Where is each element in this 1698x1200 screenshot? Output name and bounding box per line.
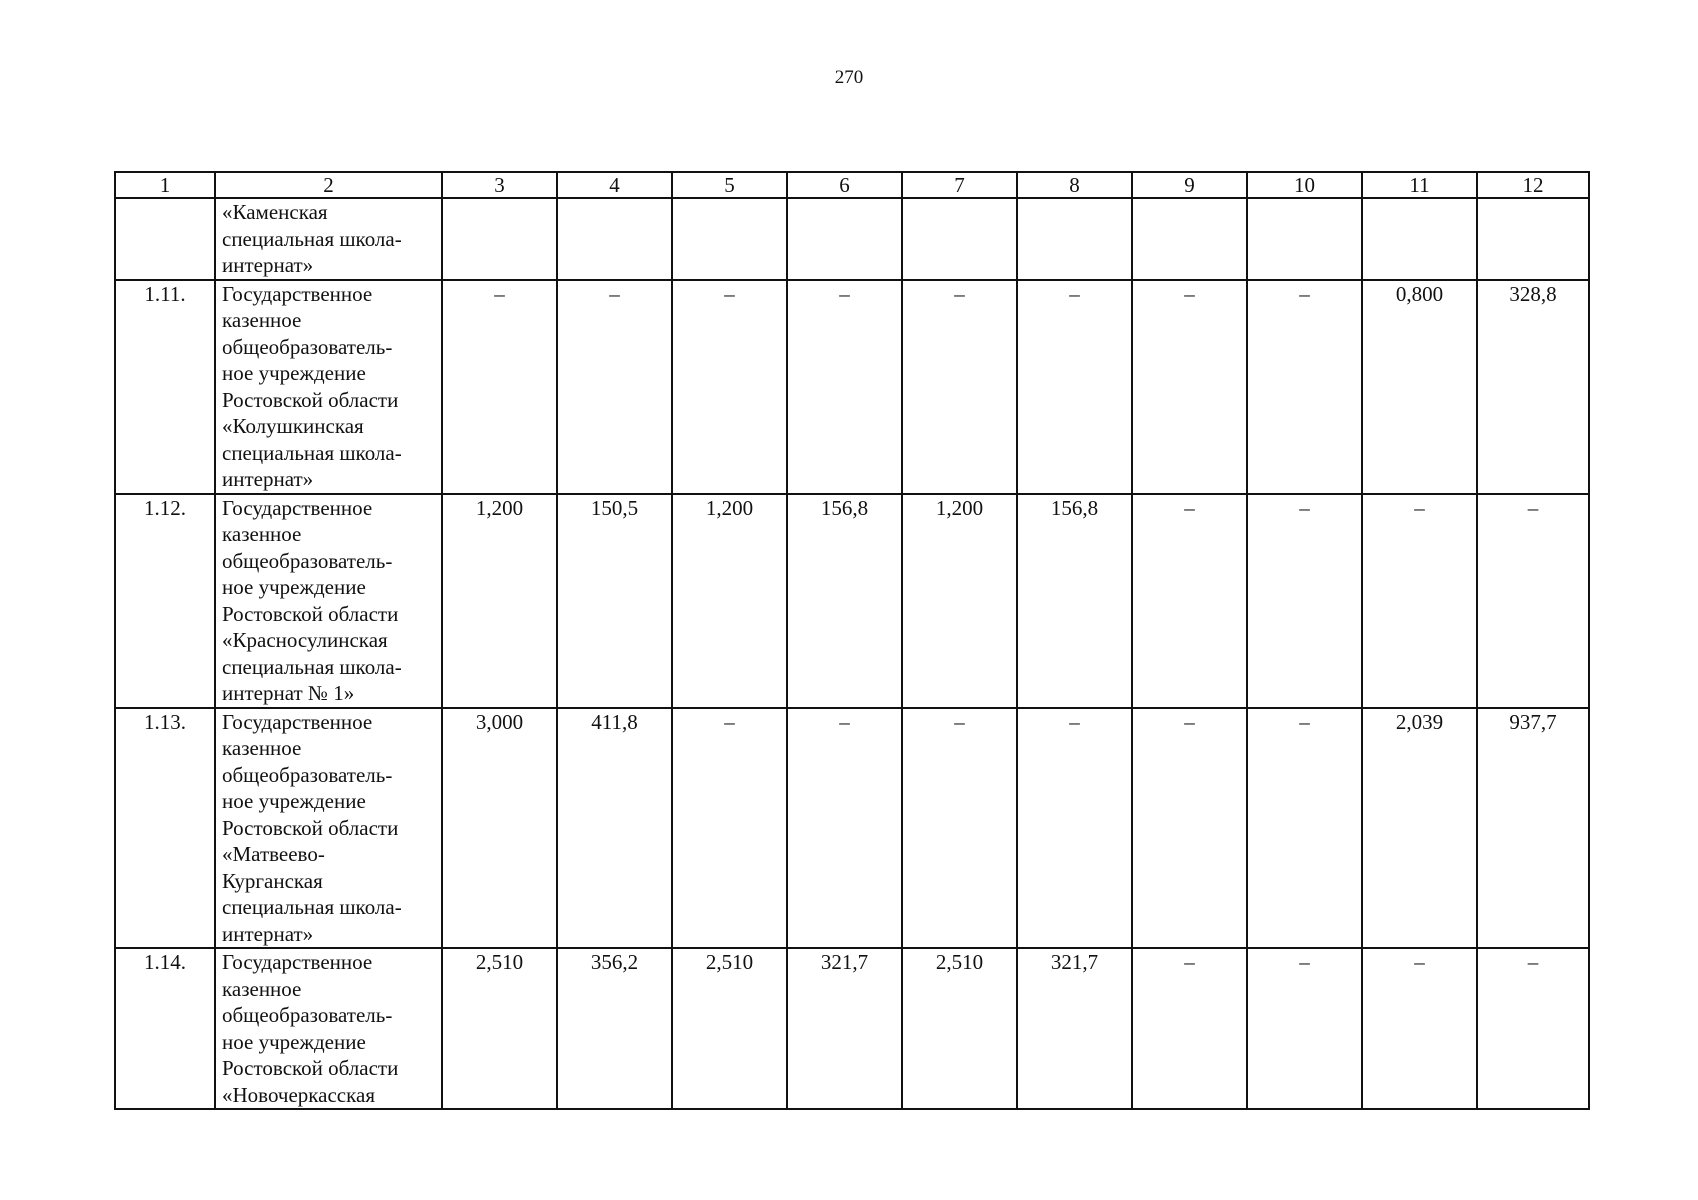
- value-cell-col-9: –: [1132, 494, 1247, 708]
- value-cell-col-3: –: [442, 280, 557, 494]
- value-cell-col-5: 1,200: [672, 494, 787, 708]
- institution-name: «Каменская специальная школа- интернат»: [215, 198, 442, 280]
- value-cell-col-12: 937,7: [1477, 708, 1589, 949]
- table-row: [115, 494, 1589, 708]
- column-number-row: [115, 172, 1589, 198]
- data-table: [114, 171, 1590, 1110]
- value-cell-col-3: 1,200: [442, 494, 557, 708]
- column-number-9: 9: [1132, 172, 1247, 198]
- column-number-5: 5: [672, 172, 787, 198]
- value-cell-col-3: 3,000: [442, 708, 557, 949]
- value-cell-col-9: –: [1132, 708, 1247, 949]
- value-cell-col-4: 411,8: [557, 708, 672, 949]
- value-cell-col-7: [902, 198, 1017, 280]
- value-cell-col-7: 1,200: [902, 494, 1017, 708]
- table-row: [115, 948, 1589, 1109]
- value-cell-col-6: –: [787, 280, 902, 494]
- value-cell-col-10: [1247, 198, 1362, 280]
- column-number-2: 2: [215, 172, 442, 198]
- row-code: 1.11.: [115, 280, 215, 494]
- value-cell-col-8: [1017, 198, 1132, 280]
- value-cell-col-10: –: [1247, 280, 1362, 494]
- institution-name: Государственное казенное общеобразователь- ное учреждение Ростовской области «Красносулинская специальная школа- интернат № 1»: [215, 494, 442, 708]
- column-number-11: 11: [1362, 172, 1477, 198]
- column-number-10: 10: [1247, 172, 1362, 198]
- value-cell-col-4: 150,5: [557, 494, 672, 708]
- value-cell-col-11: –: [1362, 494, 1477, 708]
- table-row: [115, 280, 1589, 494]
- value-cell-col-7: –: [902, 280, 1017, 494]
- value-cell-col-8: –: [1017, 708, 1132, 949]
- column-number-4: 4: [557, 172, 672, 198]
- value-cell-col-9: [1132, 198, 1247, 280]
- table-body: [115, 198, 1589, 1109]
- value-cell-col-6: 321,7: [787, 948, 902, 1109]
- value-cell-col-4: [557, 198, 672, 280]
- value-cell-col-3: [442, 198, 557, 280]
- value-cell-col-11: –: [1362, 948, 1477, 1109]
- value-cell-col-6: 156,8: [787, 494, 902, 708]
- value-cell-col-10: –: [1247, 948, 1362, 1109]
- table-header: [115, 172, 1589, 198]
- value-cell-col-4: –: [557, 280, 672, 494]
- value-cell-col-11: 2,039: [1362, 708, 1477, 949]
- column-number-7: 7: [902, 172, 1017, 198]
- institution-name: Государственное казенное общеобразователь- ное учреждение Ростовской области «Колушкинская специальная школа- интернат»: [215, 280, 442, 494]
- value-cell-col-11: 0,800: [1362, 280, 1477, 494]
- row-code: 1.12.: [115, 494, 215, 708]
- value-cell-col-6: [787, 198, 902, 280]
- value-cell-col-9: –: [1132, 280, 1247, 494]
- row-code: [115, 198, 215, 280]
- table-row: [115, 708, 1589, 949]
- value-cell-col-8: 156,8: [1017, 494, 1132, 708]
- value-cell-col-4: 356,2: [557, 948, 672, 1109]
- column-number-8: 8: [1017, 172, 1132, 198]
- page-number: 270: [834, 67, 864, 88]
- value-cell-col-10: –: [1247, 494, 1362, 708]
- value-cell-col-10: –: [1247, 708, 1362, 949]
- value-cell-col-5: 2,510: [672, 948, 787, 1109]
- value-cell-col-9: –: [1132, 948, 1247, 1109]
- value-cell-col-12: –: [1477, 494, 1589, 708]
- column-number-12: 12: [1477, 172, 1589, 198]
- column-number-6: 6: [787, 172, 902, 198]
- row-code: 1.14.: [115, 948, 215, 1109]
- value-cell-col-12: [1477, 198, 1589, 280]
- value-cell-col-8: –: [1017, 280, 1132, 494]
- row-code: 1.13.: [115, 708, 215, 949]
- value-cell-col-5: –: [672, 708, 787, 949]
- value-cell-col-7: 2,510: [902, 948, 1017, 1109]
- value-cell-col-5: [672, 198, 787, 280]
- value-cell-col-6: –: [787, 708, 902, 949]
- value-cell-col-3: 2,510: [442, 948, 557, 1109]
- column-number-1: 1: [115, 172, 215, 198]
- value-cell-col-11: [1362, 198, 1477, 280]
- table-row: [115, 198, 1589, 280]
- institution-name: Государственное казенное общеобразователь- ное учреждение Ростовской области «Матвеево- Курганская специальная школа- интернат»: [215, 708, 442, 949]
- value-cell-col-7: –: [902, 708, 1017, 949]
- institution-name: Государственное казенное общеобразователь- ное учреждение Ростовской области «Новочеркасская: [215, 948, 442, 1109]
- column-number-3: 3: [442, 172, 557, 198]
- value-cell-col-5: –: [672, 280, 787, 494]
- value-cell-col-8: 321,7: [1017, 948, 1132, 1109]
- value-cell-col-12: –: [1477, 948, 1589, 1109]
- value-cell-col-12: 328,8: [1477, 280, 1589, 494]
